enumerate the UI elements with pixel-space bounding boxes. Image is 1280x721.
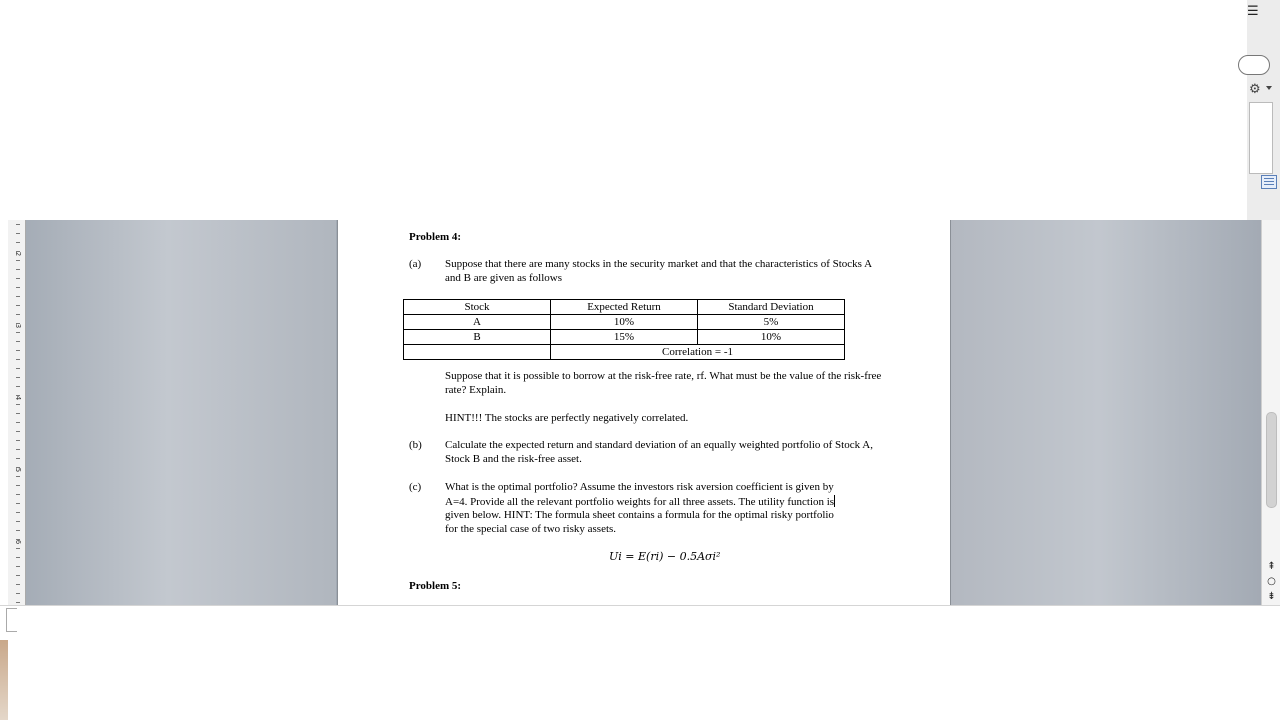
ruler-tick — [16, 449, 20, 450]
ruler-tick — [16, 467, 20, 468]
ruler-tick — [16, 377, 20, 378]
ruler-tick — [16, 404, 20, 405]
ruler-tick — [16, 413, 20, 414]
table-header-cell: Stock — [404, 300, 551, 315]
ruler-tick — [16, 260, 20, 261]
ruler-tick — [16, 233, 20, 234]
ruler-tick — [16, 512, 20, 513]
ruler-tick — [16, 485, 20, 486]
table-header-cell: Expected Return — [551, 300, 698, 315]
status-field-fragment — [6, 608, 17, 632]
gear-icon[interactable]: ⚙ — [1249, 82, 1261, 97]
menu-icon[interactable]: ☰ — [1247, 4, 1259, 19]
ruler-tick — [16, 323, 20, 324]
side-panel-fragment — [1249, 102, 1273, 174]
part-c-label: (c) — [409, 481, 422, 493]
scroll-down-icon[interactable]: ⇟ — [1267, 591, 1276, 602]
ruler-tick — [16, 422, 20, 423]
ruler-tick — [16, 224, 20, 225]
desktop-edge — [0, 640, 8, 720]
text-cursor — [834, 495, 835, 507]
table-cell: 10% — [551, 315, 698, 330]
table-cell: A — [404, 315, 551, 330]
correlation-cell: Correlation = -1 — [551, 345, 845, 360]
ruler-tick — [16, 431, 20, 432]
ruler-tick — [16, 287, 20, 288]
part-a-label: (a) — [409, 258, 422, 270]
scroll-thumb[interactable] — [1266, 412, 1277, 508]
part-c-line: for the special case of two risky assets. — [445, 522, 617, 535]
ruler-mark: 3 — [14, 323, 23, 329]
scroll-up-icon[interactable]: ⇞ — [1267, 561, 1276, 572]
ruler-tick — [16, 242, 20, 243]
ruler-tick — [16, 476, 20, 477]
ruler-tick — [16, 359, 20, 360]
ruler-tick — [16, 314, 20, 315]
browse-object-icon[interactable]: ○ — [1267, 576, 1276, 587]
table-footer-row — [404, 345, 845, 360]
part-a-text: Suppose that there are many stocks in the security market and that the characteristics of Stocks A and B are given as follows — [445, 258, 872, 284]
table-cell-empty — [404, 345, 551, 360]
table-cell: 5% — [698, 315, 845, 330]
table-cell: 15% — [551, 330, 698, 345]
ruler-tick — [16, 584, 20, 585]
table-header-cell: Standard Deviation — [698, 300, 845, 315]
part-c-text — [445, 481, 885, 536]
ruler-tick — [16, 539, 20, 540]
ruler-tick — [16, 305, 20, 306]
problem-5-heading: Problem 5: — [409, 580, 462, 592]
ruler-tick — [16, 602, 20, 603]
utility-formula: Ui = E(ri) − 0.5Aσi² — [609, 550, 721, 563]
part-c-line-with-cursor — [445, 495, 885, 510]
vertical-scrollbar[interactable] — [1261, 190, 1280, 605]
ruler-tick — [16, 458, 20, 459]
table-cell: B — [404, 330, 551, 345]
ruler-tick — [16, 341, 20, 342]
borrow-text: Suppose that it is possible to borrow at the risk-free rate, rf. What must be the value of the risk-free rate? Explain. — [445, 370, 882, 396]
ruler-tick — [16, 350, 20, 351]
table-row — [404, 330, 845, 345]
ruler-tick — [16, 440, 20, 441]
part-b-label: (b) — [409, 439, 422, 451]
vertical-ruler — [8, 220, 26, 605]
ruler-tick — [16, 278, 20, 279]
ruler-tick — [16, 368, 20, 369]
ruler-mark: 4 — [14, 395, 23, 401]
ruler-tick — [16, 593, 20, 594]
stock-table — [403, 299, 845, 360]
part-c-line: What is the optimal portfolio? Assume the investors risk aversion coefficient is given by — [445, 481, 834, 493]
table-header-row — [404, 300, 845, 315]
ruler-tick — [16, 503, 20, 504]
ruler-tick — [16, 521, 20, 522]
table-row — [404, 315, 845, 330]
ruler-tick — [16, 269, 20, 270]
ruler-tick — [16, 395, 20, 396]
ruler-toggle-icon[interactable] — [1261, 175, 1277, 189]
problem-4-heading: Problem 4: — [409, 231, 462, 243]
part-c-line: given below. HINT: The formula sheet contains a formula for the optimal risky portfolio — [445, 509, 834, 521]
blank-overlay-panel — [0, 0, 1247, 220]
ruler-tick — [16, 494, 20, 495]
ruler-mark: 6 — [14, 539, 23, 545]
ruler-tick — [16, 575, 20, 576]
ruler-tick — [16, 296, 20, 297]
chevron-down-icon[interactable] — [1266, 86, 1272, 90]
table-cell: 10% — [698, 330, 845, 345]
ruler-tick — [16, 557, 20, 558]
ruler-tick — [16, 566, 20, 567]
ruler-tick — [16, 386, 20, 387]
ruler-tick — [16, 548, 20, 549]
document-viewport-right-margin — [949, 220, 1261, 605]
status-area — [0, 605, 1280, 721]
part-c-line: A=4. Provide all the relevant portfolio weights for all three assets. The utility function is — [445, 495, 835, 508]
part-b-text: Calculate the expected return and standard deviation of an equally weighted portfolio of Stock A, Stock B and the risk-free asset. — [445, 439, 873, 465]
ruler-tick — [16, 332, 20, 333]
ruler-tick — [16, 530, 20, 531]
search-input[interactable] — [1238, 55, 1270, 75]
ruler-tick — [16, 251, 20, 252]
ruler-mark: 5 — [14, 467, 23, 473]
hint-text: HINT!!! The stocks are perfectly negatively correlated. — [445, 412, 689, 424]
ruler-mark: 2 — [14, 251, 23, 257]
